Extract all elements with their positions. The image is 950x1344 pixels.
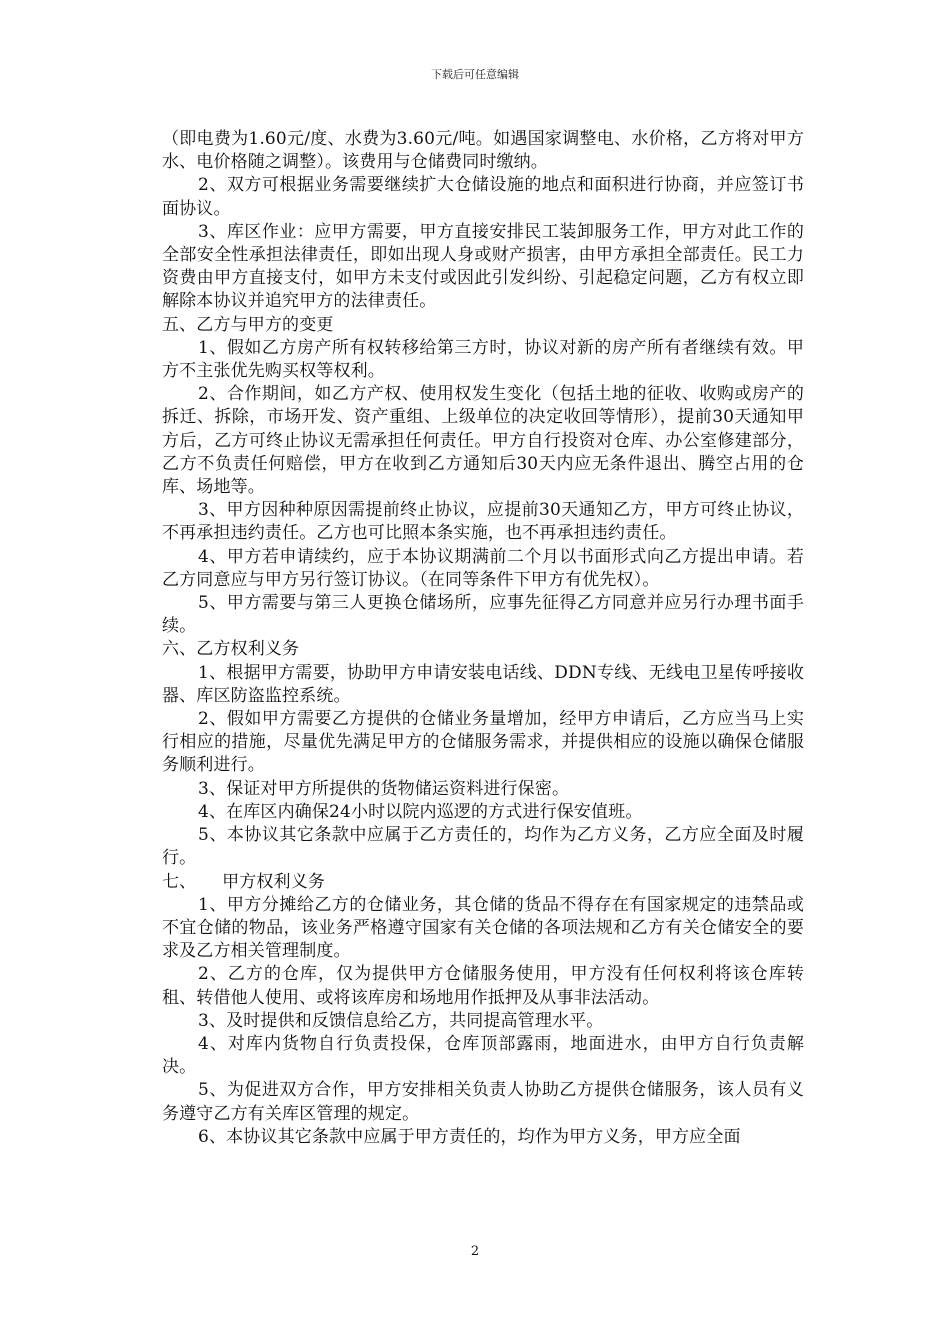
paragraph-clause-7-6: 6、本协议其它条款中应属于甲方责任的，均作为甲方义务，甲方应全面 xyxy=(198,1126,741,1147)
paragraph-clause-6-4: 4、在库区内确保24小时以院内巡逻的方式进行保安值班。 xyxy=(198,801,643,822)
paragraph-clause-7-3: 3、及时提供和反馈信息给乙方，共同提高管理水平。 xyxy=(198,1010,604,1031)
section-heading-6: 六、乙方权利义务 xyxy=(162,639,300,660)
paragraph-clause-7-2: 2、乙方的仓库，仅为提供甲方仓储服务使用，甲方没有任何权利将该仓库转租、转借他人使用、或将该库房和场地用作抵押及从事非法活动。 xyxy=(162,964,804,1008)
page-number: 2 xyxy=(470,1244,480,1259)
page-header: 下载后可任意编辑 xyxy=(431,68,519,81)
paragraph-clause-6-1: 1、根据甲方需要，协助甲方申请安装电话线、DDN专线、无线电卫星传呼接收器、库区防盗监控系统。 xyxy=(162,662,804,706)
paragraph-clause-6-3: 3、保证对甲方所提供的货物储运资料进行保密。 xyxy=(198,778,570,799)
paragraph-clause-4-3: 3、库区作业：应甲方需要，甲方直接安排民工装卸服务工作，甲方对此工作的全部安全性承担法律责任，即如出现人身或财产损害，由甲方承担全部责任。民工力资费由甲方直接支付，如甲方未支付或因此引发纠纷、引起稳定问题，乙方有权立即解除本协议并追究甲方的法律责任。 xyxy=(162,221,804,312)
paragraph-clause-6-5: 5、本协议其它条款中应属于乙方责任的，均作为乙方义务，乙方应全面及时履行。 xyxy=(162,825,804,869)
section-heading-5: 五、乙方与甲方的变更 xyxy=(162,314,334,335)
paragraph-clause-5-5: 5、甲方需要与第三人更换仓储场所，应事先征得乙方同意并应另行办理书面手续。 xyxy=(162,593,804,637)
paragraph-clause-7-5: 5、为促进双方合作，甲方安排相关负责人协助乙方提供仓储服务，该人员有义务遵守乙方有关库区管理的规定。 xyxy=(162,1080,804,1124)
paragraph-clause-5-3: 3、甲方因种种原因需提前终止协议，应提前30天通知乙方，甲方可终止协议，不再承担违约责任。乙方也可比照本条实施，也不再承担违约责任。 xyxy=(162,500,804,544)
paragraph-clause-7-1: 1、甲方分摊给乙方的仓储业务，其仓储的货品不得存在有国家规定的违禁品或不宜仓储的物品，该业务严格遵守国家有关仓储的各项法规和乙方有关仓储安全的要求及乙方相关管理制度。 xyxy=(162,894,804,962)
paragraph-clause-5-2: 2、合作期间，如乙方产权、使用权发生变化（包括土地的征收、收购或房产的拆迁、拆除，市场开发、资产重组、上级单位的决定收回等情形），提前30天通知甲方后，乙方可终止协议无需承担任何责任。甲方自行投资对仓库、办公室修建部分，乙方不负责任何赔偿，甲方在收到乙方通知后30天内应无条件退出、腾空占用的仓库、场地等。 xyxy=(162,384,804,498)
section-heading-7: 七、 甲方权利义务 xyxy=(162,871,325,892)
paragraph-clause-4-2: 2、双方可根据业务需要继续扩大仓储设施的地点和面积进行协商，并应签订书面协议。 xyxy=(162,175,804,219)
paragraph-clause-7-4: 4、对库内货物自行负责投保，仓库顶部露雨，地面进水，由甲方自行负责解决。 xyxy=(162,1033,804,1078)
paragraph-clause-5-4: 4、甲方若申请续约，应于本协议期满前二个月以书面形式向乙方提出申请。若乙方同意应与甲方另行签订协议。（在同等条件下甲方有优先权）。 xyxy=(162,546,804,590)
paragraph-clause-6-2: 2、假如甲方需要乙方提供的仓储业务量增加，经甲方申请后，乙方应当马上实行相应的措施，尽量优先满足甲方的仓储服务需求，并提供相应的设施以确保仓储服务顺利进行。 xyxy=(162,709,804,776)
document-body xyxy=(162,128,804,1149)
paragraph-clause-5-1: 1、假如乙方房产所有权转移给第三方时，协议对新的房产所有者继续有效。甲方不主张优先购买权等权利。 xyxy=(162,337,804,382)
paragraph-continuation: （即电费为1.60元/度、水费为3.60元/吨。如遇国家调整电、水价格，乙方将对甲方水、电价格随之调整）。该费用与仓储费同时缴纳。 xyxy=(162,129,804,173)
